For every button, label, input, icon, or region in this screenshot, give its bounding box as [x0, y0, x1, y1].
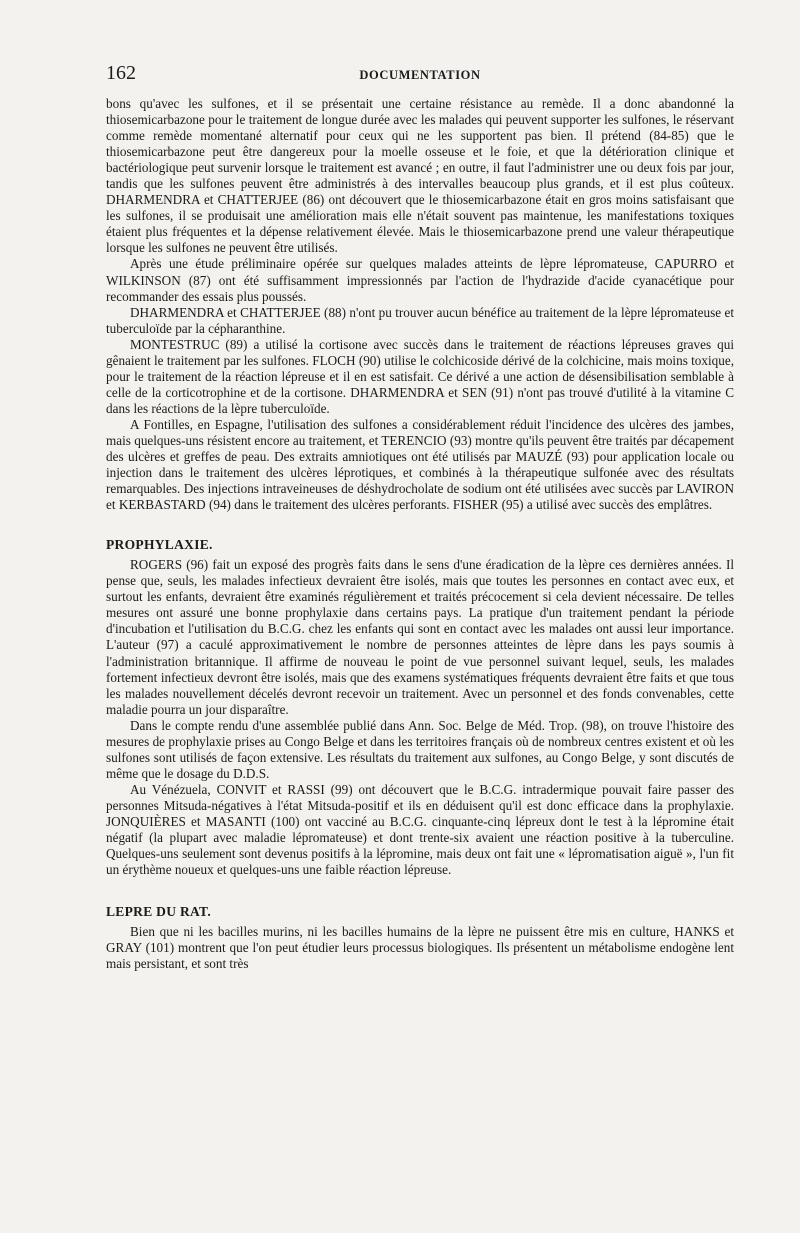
- running-title: DOCUMENTATION: [359, 68, 481, 82]
- section-heading-lepre-du-rat: LEPRE DU RAT.: [106, 904, 212, 920]
- body-text: [106, 96, 734, 972]
- paragraph: Bien que ni les bacilles murins, ni les bacilles humains de la lèpre ne puissent être mis en culture, HANKS et GRAY (101) montrent que l'on peut étudier leurs processus biologiques. Ils présentent un métabolisme endogène lent mais persistant, et sont très: [106, 924, 734, 972]
- paragraph: bons qu'avec les sulfones, et il se présentait une certaine résistance au remède. Il a donc abandonné la thiosemicarbazone pour le traitement de longue durée avec les malades qui peuvent supporter les sulfones, le réservant comme remède momentané alternatif pour ceux qui ne les supportent pas bien. Il prétend (84-85) que le thiosemicarbazone peut être dangereux pour la moelle osseuse et le foie, et que la détérioration clinique et bactériologique peut survenir lorsque le traitement est avancé ; en outre, il faut l'administrer une ou deux fois par jour, tandis que les sulfones peuvent être administrés à des intervalles beaucoup plus grands, et il est plus coûteux. DHARMENDRA et CHATTERJEE (86) ont découvert que le thiosemicarbazone était en gros moins satisfaisant que les sulfones, il se produisait une amélioration mais elle n'était souvent pas maintenue, les manifestations toxiques étaient plus fréquentes et la dépense relativement élevée. Mais le thiosemicarbazone prend une valeur thérapeutique lorsque les sulfones ne peuvent être utilisés.: [106, 96, 734, 256]
- paragraph: DHARMENDRA et CHATTERJEE (88) n'ont pu trouver aucun bénéfice au traitement de la lèpre lépromateuse et tuberculoïde par la cépharanthine.: [106, 304, 734, 336]
- section-heading-prophylaxie: PROPHYLAXIE.: [106, 537, 213, 553]
- page-header: [106, 56, 734, 96]
- paragraph: MONTESTRUC (89) a utilisé la cortisone avec succès dans le traitement de réactions lépreuses graves qui gênaient le traitement par les sulfones. FLOCH (90) utilise le colchicoside dérivé de la colchicine, mais moins toxique, pour le traitement de la réaction lépreuse et il en est satisfait. Ce dérivé a une action de désensibilisation semblable à celle de la corticotrophine et de la cortisone. DHARMENDRA et SEN (91) n'ont pas trouvé d'utilité à la vitamine C dans les réactions de la lèpre tuberculoïde.: [106, 336, 734, 416]
- paragraph: Dans le compte rendu d'une assemblée publié dans Ann. Soc. Belge de Méd. Trop. (98), on trouve l'histoire des mesures de prophylaxie prises au Congo Belge et dans les territoires français où de nombreux centres existent et où les sulfones sont utilisés de façon extensive. Les résultats du traitement aux sulfones, au Congo Belge, y sont discutés de même que le dosage du D.D.S.: [106, 717, 734, 781]
- paragraph: Au Vénézuela, CONVIT et RASSI (99) ont découvert que le B.C.G. intradermique pouvait faire passer des personnes Mitsuda-négatives à l'état Mitsuda-positif et ils en déduisent qu'il est donc efficace dans la prophylaxie. JONQUIÈRES et MASANTI (100) ont vacciné au B.C.G. cinquante-cinq lépreux dont le test à la lépromine était négatif (la plupart avec maladie lépromateuse) et dont trente-six avaient une réaction positive à la tuberculine. Quelques-uns seulement sont devenus positifs à la lépromine, mais deux ont fait une « lépromatisation aiguë », l'un fit un érythème noueux et quelques-uns une faible réaction lépreuse.: [106, 781, 734, 878]
- paragraph: ROGERS (96) fait un exposé des progrès faits dans le sens d'une éradication de la lèpre ces dernières années. Il pense que, seuls, les malades infectieux devraient être isolés, mais que toutes les personnes en contact avec eux, et surtout les enfants, devraient être examinés régulièrement et traités précocement si cela devient nécessaire. De telles mesures ont assuré une bonne prophylaxie dans certains pays. La pratique d'un traitement pendant la période d'incubation et l'utilisation du B.C.G. chez les enfants qui sont en contact avec les malades ont aussi leur importance. L'auteur (97) a caculé approximativement le nombre de personnes atteintes de lèpre dans les pays soumis à l'administration britannique. Il affirme de nouveau le point de vue personnel suivant lequel, seuls, les malades fortement infectieux devront être isolés, mais que des examens systématiques fréquents devraient être faits et que tous les malades nouvellement décelés devront recevoir un traitement. Avec un personnel et des fonds convenables, cette maladie pourra un jour disparaître.: [106, 557, 734, 717]
- page-number: 162: [106, 62, 136, 84]
- paragraph: Après une étude préliminaire opérée sur quelques malades atteints de lèpre lépromateuse, CAPURRO et WILKINSON (87) ont été suffisamment impressionnés par l'action de l'hydrazide d'acide cyanacétique pour recommander des essais plus poussés.: [106, 256, 734, 304]
- paragraph: A Fontilles, en Espagne, l'utilisation des sulfones a considérablement réduit l'incidence des ulcères des jambes, mais quelques-uns résistent encore au traitement, et TERENCIO (93) montre qu'ils peuvent être traités par décapement des ulcères et greffes de peau. Des extraits amniotiques ont été utilisés par MAUZÉ (93) pour application locale ou injection dans le traitement des ulcères léprotiques, et combinés à la thérapeutique sulfonée avec des résultats remarquables. Des injections intraveineuses de déshydrocholate de sodium ont été utilisées avec succès par LAVIRON et KERBASTARD (94) dans le traitement des ulcères perforants. FISHER (95) a utilisé avec succès des emplâtres.: [106, 416, 734, 513]
